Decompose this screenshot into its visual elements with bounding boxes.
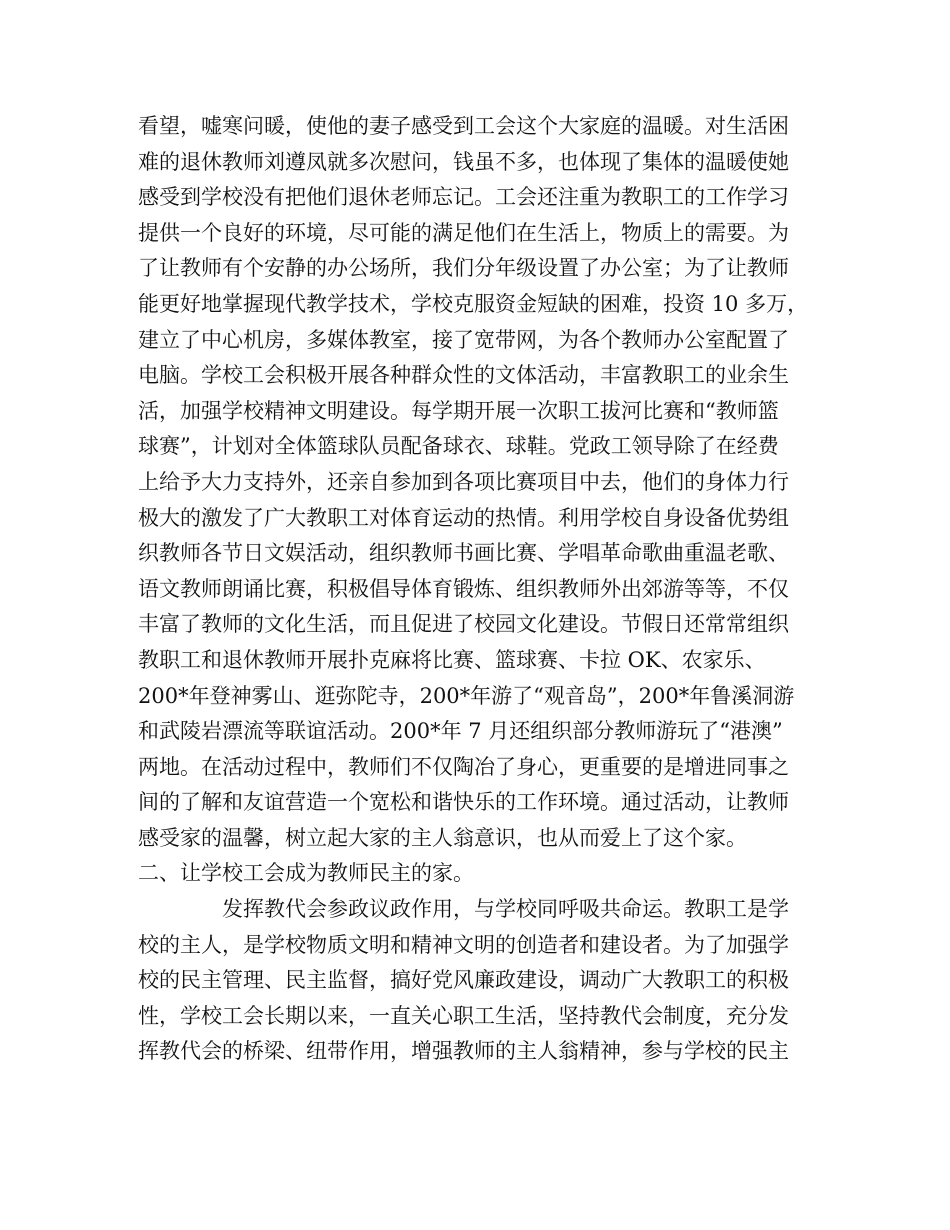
text-line: 电脑。学校工会积极开展各种群众性的文体活动，丰富教职工的业余生 <box>138 363 789 388</box>
text-line: 两地。在活动过程中，教师们不仅陶冶了身心，更重要的是增进同事之 <box>138 754 789 779</box>
body-text <box>138 109 838 1070</box>
text-line: 性，学校工会长期以来，一直关心职工生活，坚持教代会制度，充分发 <box>138 1003 789 1028</box>
text-line: 织教师各节日文娱活动，组织教师书画比赛、学唱革命歌曲重温老歌、 <box>138 541 789 566</box>
text-line: 球赛”，计划对全体篮球队员配备球衣、球鞋。党政工领导除了在经费 <box>138 434 779 459</box>
text-line: 上给予大力支持外，还亲自参加到各项比赛项目中去，他们的身体力行 <box>138 469 789 494</box>
text-line: 活，加强学校精神文明建设。每学期开展一次职工拔河比赛和“教师篮 <box>138 398 779 423</box>
text-line: 感受家的温馨，树立起大家的主人翁意识，也从而爱上了这个家。 <box>138 825 747 850</box>
text-line: 难的退休教师刘遵凤就多次慰问，钱虽不多，也体现了集体的温暖使她 <box>138 149 789 174</box>
text-line: 200*年登神雾山、逛弥陀寺，200*年游了“观音岛”，200*年鲁溪洞游 <box>138 683 795 708</box>
text-line: 教职工和退休教师开展扑克麻将比赛、篮球赛、卡拉 OK、农家乐、 <box>138 647 766 672</box>
text-line: 提供一个良好的环境，尽可能的满足他们在生活上，物质上的需要。为 <box>138 220 789 245</box>
text-line: 校的主人，是学校物质文明和精神文明的创造者和建设者。为了加强学 <box>138 932 789 957</box>
text-line: 校的民主管理、民主监督，搞好党风廉政建设，调动广大教职工的积极 <box>138 968 789 993</box>
text-line: 极大的激发了广大教职工对体育运动的热情。利用学校自身设备优势组 <box>138 505 789 530</box>
text-line: 语文教师朗诵比赛，积极倡导体育锻炼、组织教师外出郊游等等，不仅 <box>138 576 789 601</box>
section-heading: 二、让学校工会成为教师民主的家。 <box>138 861 474 886</box>
text-line: 看望，嘘寒问暖，使他的妻子感受到工会这个大家庭的温暖。对生活困 <box>138 114 789 138</box>
text-line: 挥教代会的桥梁、纽带作用，增强教师的主人翁精神，参与学校的民主 <box>138 1039 789 1064</box>
text-line: 建立了中心机房，多媒体教室，接了宽带网，为各个教师办公室配置了 <box>138 327 789 352</box>
text-line: 感受到学校没有把他们退休老师忘记。工会还注重为教职工的工作学习 <box>138 185 789 210</box>
text-line: 了让教师有个安静的办公场所，我们分年级设置了办公室；为了让教师 <box>138 256 789 281</box>
text-line: 能更好地掌握现代教学技术，学校克服资金短缺的困难，投资 10 多万， <box>138 291 809 316</box>
text-line: 丰富了教师的文化生活，而且促进了校园文化建设。节假日还常常组织 <box>138 612 789 637</box>
text-line: 间的了解和友谊营造一个宽松和谐快乐的工作环境。通过活动，让教师 <box>138 790 789 815</box>
text-line: 发挥教代会参政议政作用，与学校同呼吸共命运。教职工是学 <box>222 897 789 922</box>
text-line: 和武陵岩漂流等联谊活动。200*年 7 月还组织部分教师游玩了“港澳” <box>138 719 783 744</box>
